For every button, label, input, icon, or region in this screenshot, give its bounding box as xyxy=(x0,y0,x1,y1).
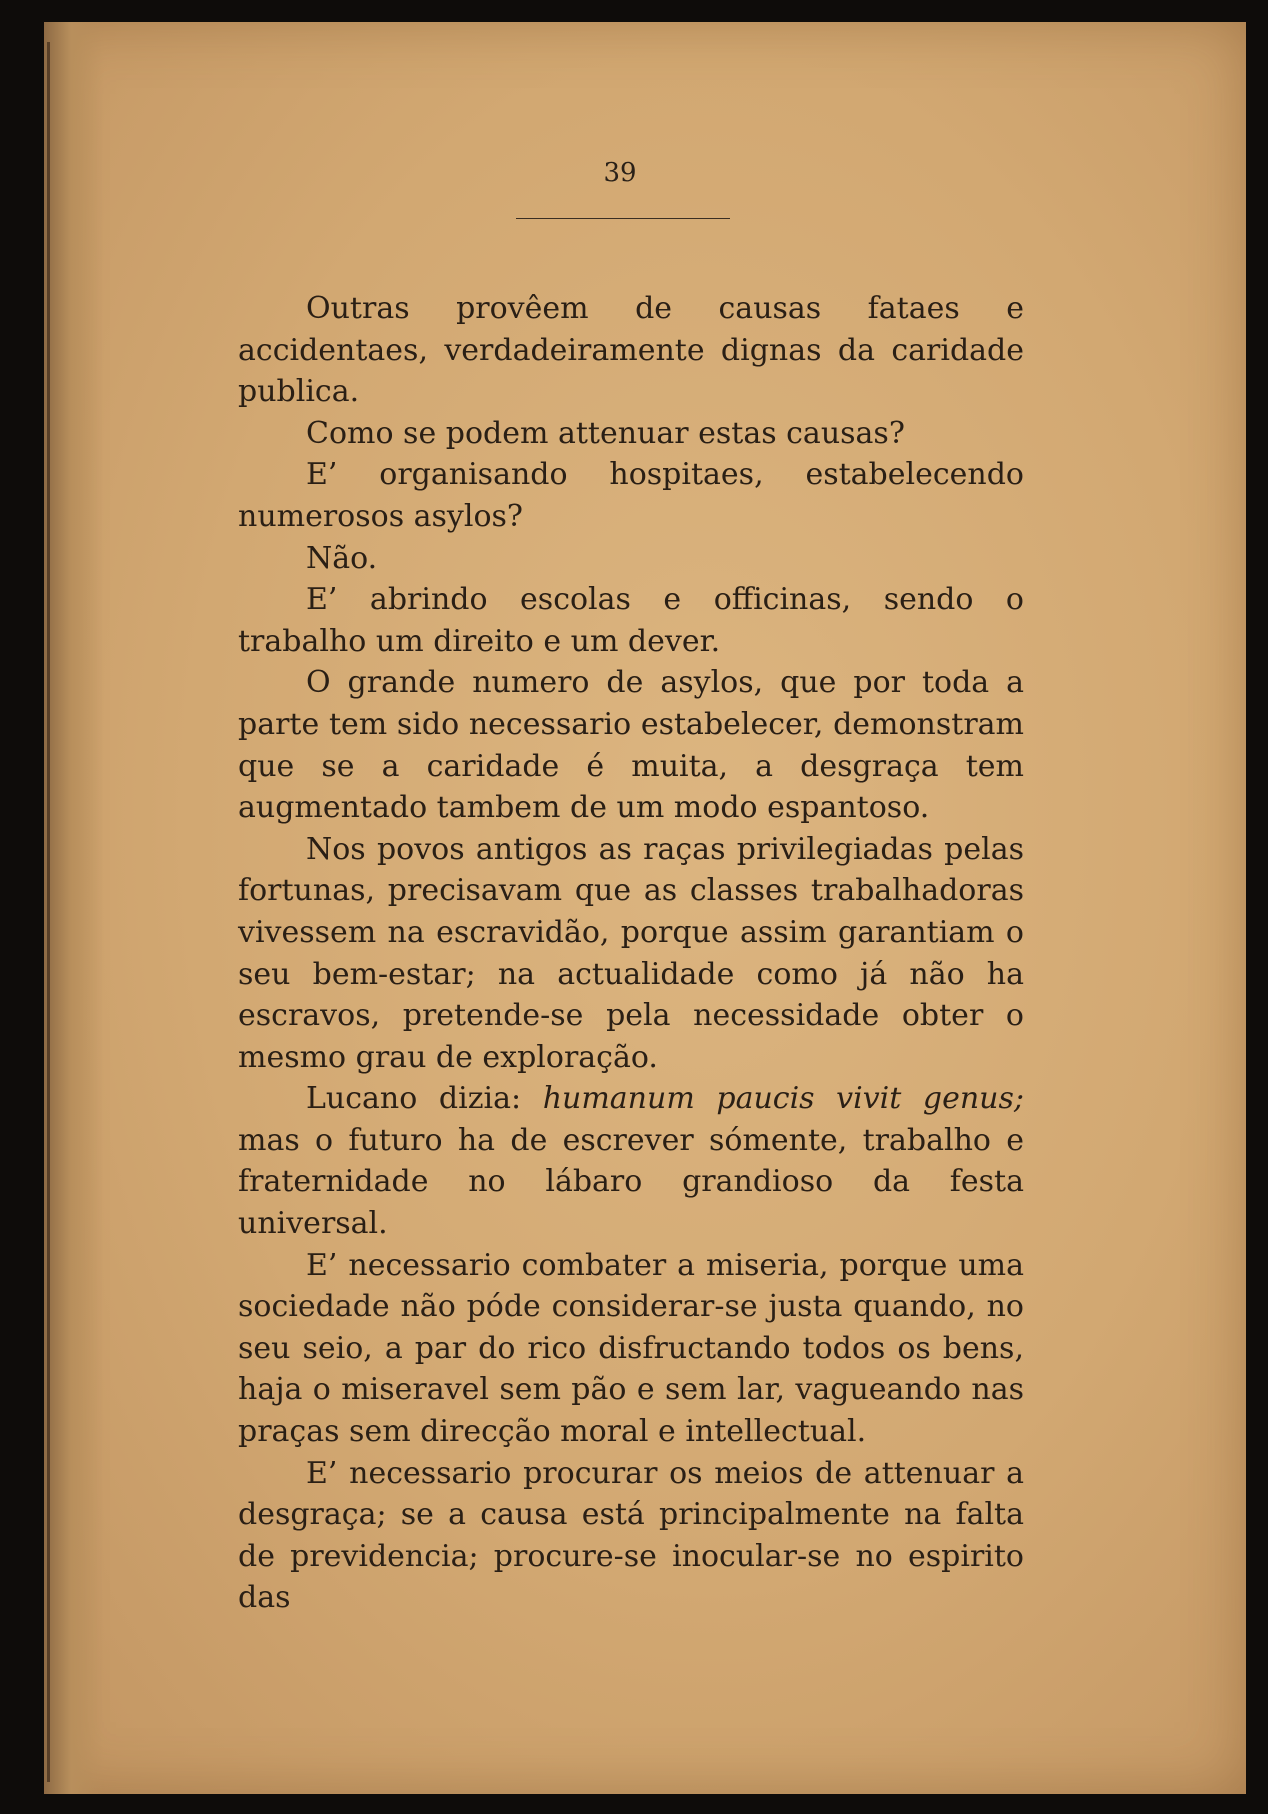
body-text xyxy=(238,288,1024,1619)
paragraph: Não. xyxy=(306,540,378,576)
paragraph-continued: E’ necessario procurar os meios de attenuar a desgraça; se a causa está principalmente na falta de previdencia; procure-se inocular-se no espirito das xyxy=(238,1455,1024,1616)
binding-edge xyxy=(47,42,50,1782)
paragraph: Nos povos antigos as raças privilegiadas pelas fortunas, precisavam que as classes trabalhadoras vivessem na escravidão, porque assim garantiam o seu bem-estar; na actualidade como já não ha escravos, pretende-se pela necessidade obter o mesmo grau de exploração. xyxy=(238,831,1024,1075)
paragraph: E’ organisando hospitaes, estabelecendo numerosos asylos? xyxy=(238,457,1024,534)
paragraph: E’ abrindo escolas e officinas, sendo o trabalho um direito e um dever. xyxy=(238,582,1024,659)
paragraph: E’ necessario combater a miseria, porque uma sociedade não póde considerar-se justa quando, no seu seio, a par do rico disfructando todos os bens, haja o miseravel sem pão e sem lar, vagueando nas praças sem direcção moral e intellectual. xyxy=(238,1247,1024,1450)
latin-quote: humanum paucis vivit genus; xyxy=(542,1081,1025,1117)
lucano-intro: Lucano dizia: xyxy=(306,1081,543,1117)
binding-gutter xyxy=(44,22,104,1794)
paragraph: O grande numero de asylos, que por toda a parte tem sido necessario estabelecer, demonstram que se a caridade é muita, a desgraça tem augmentado tambem de um modo espantoso. xyxy=(238,665,1024,826)
page-number: 39 xyxy=(603,158,637,188)
paragraph-lucano xyxy=(238,1078,1024,1244)
paragraph: Como se podem attenuar estas causas? xyxy=(306,415,905,451)
paragraph: Outras provêem de causas fataes e accidentaes, verdadeiramente dignas da caridade publica. xyxy=(238,291,1024,410)
header-rule xyxy=(516,218,730,219)
lucano-rest: mas o futuro ha de escrever sómente, trabalho e fraternidade no lábaro grandioso da festa universal. xyxy=(238,1122,1024,1242)
